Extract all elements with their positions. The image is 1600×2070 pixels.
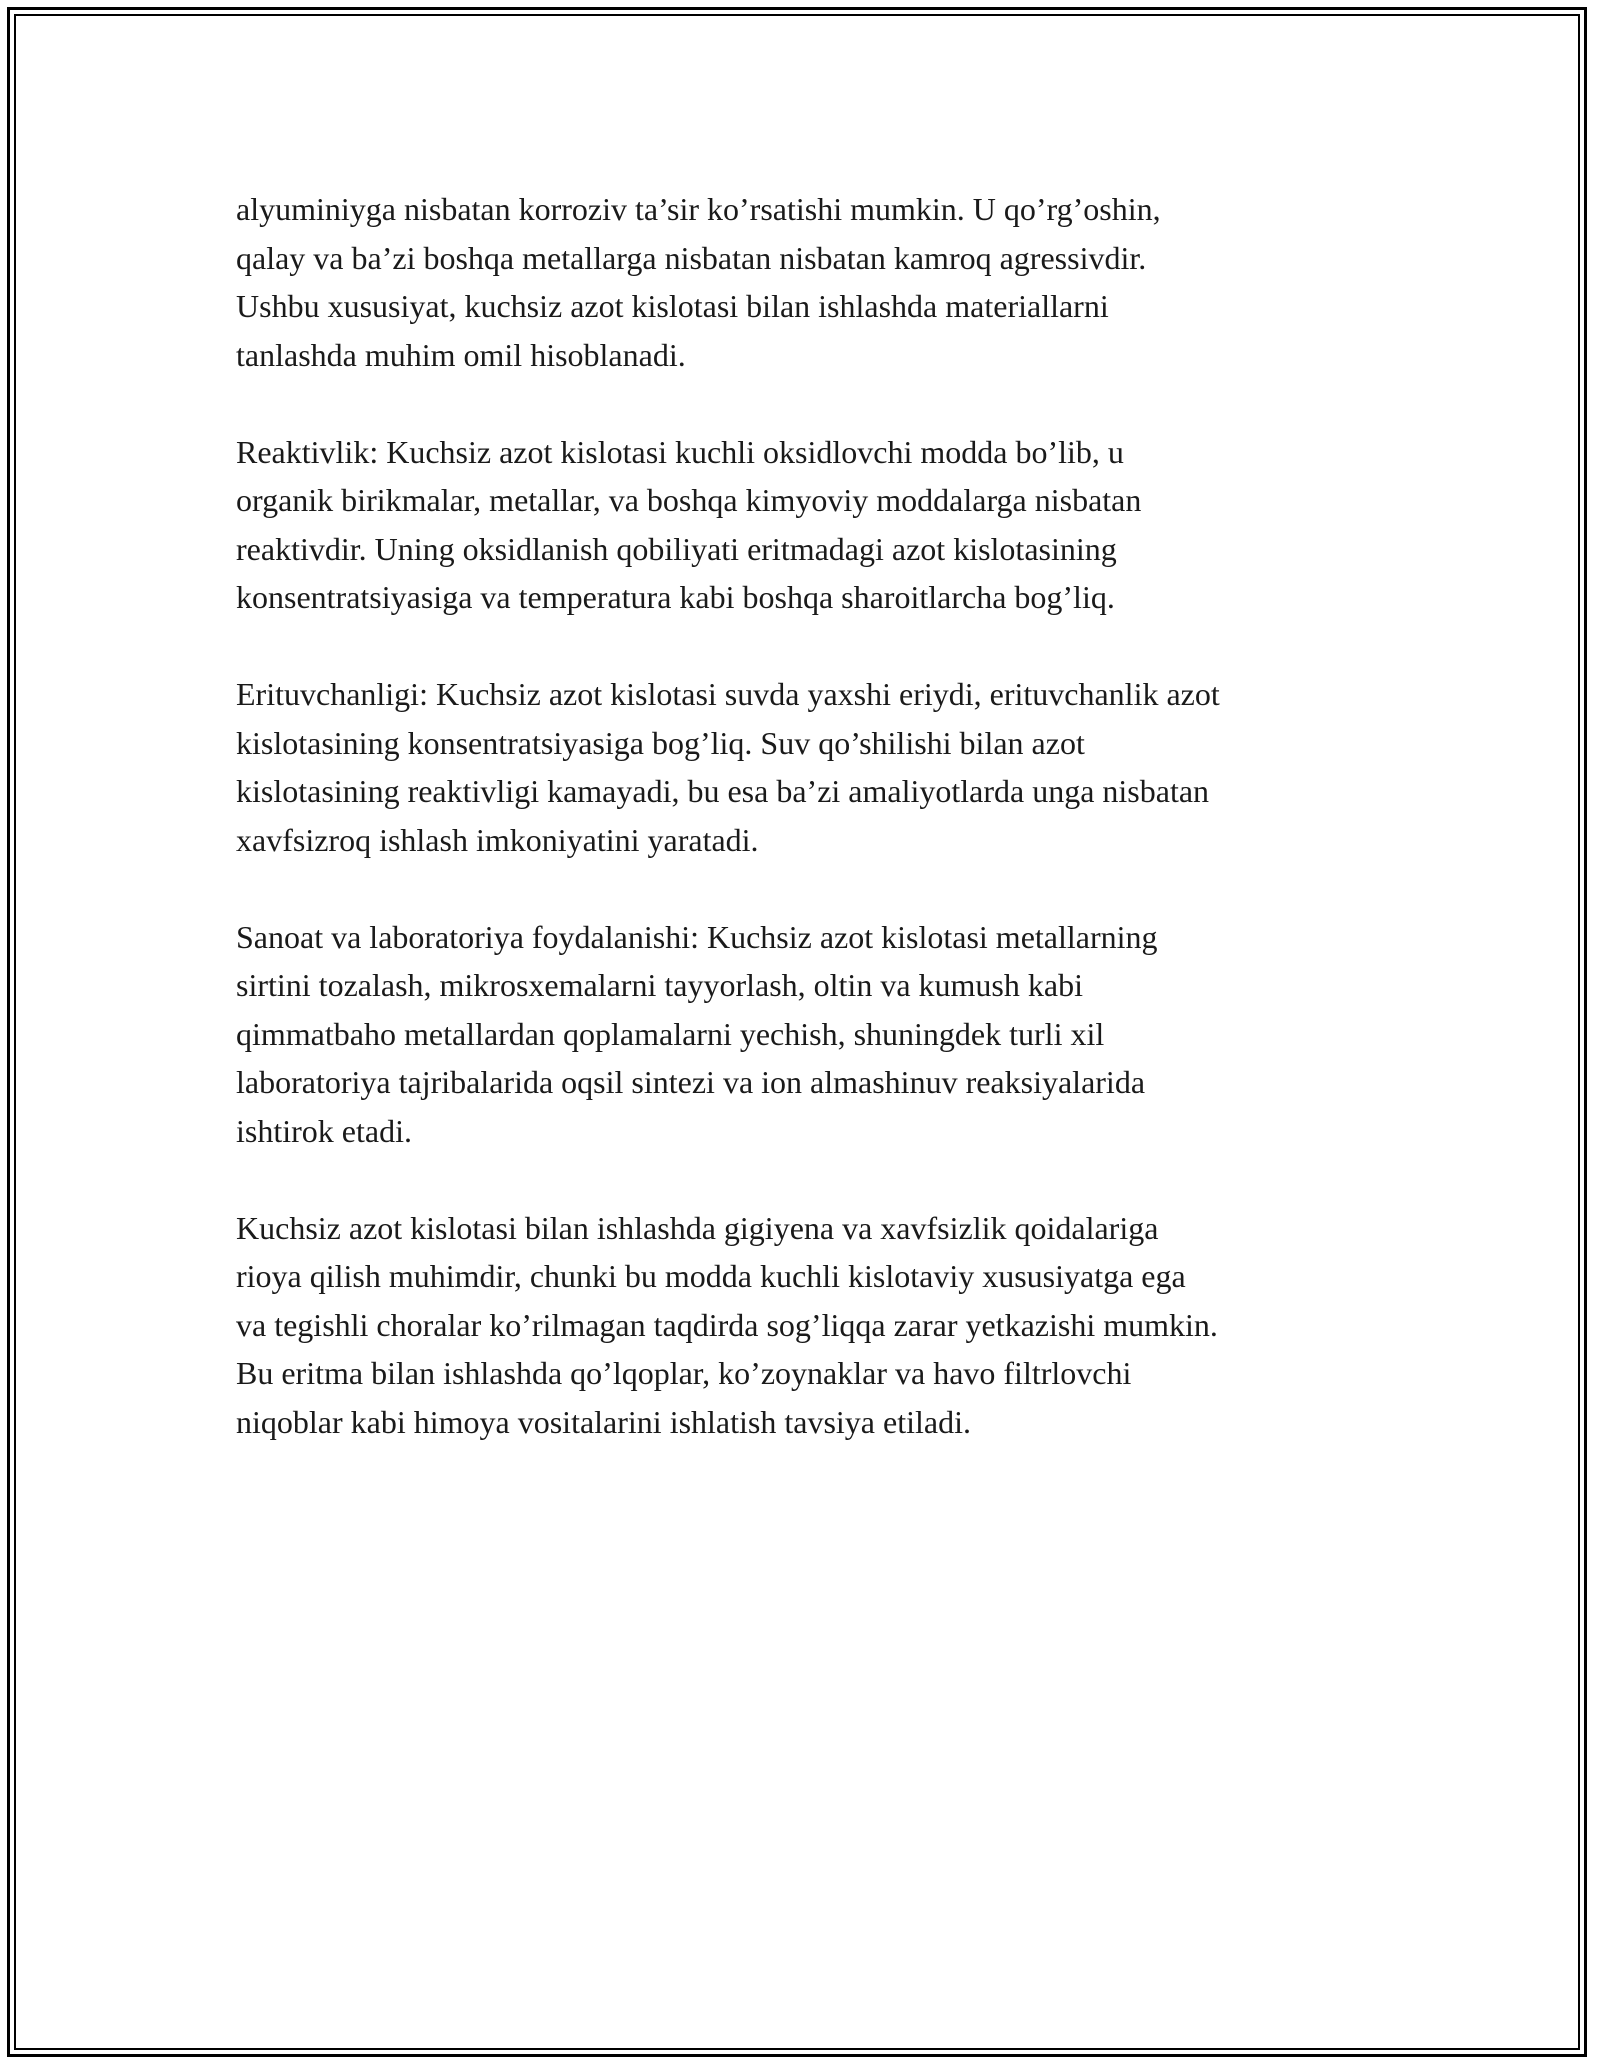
document-body <box>236 185 1396 1495</box>
paragraph-solubility: Erituvchanligi: Kuchsiz azot kislotasi suvda yaxshi eriydi, erituvchanlik azot kislotasining konsentratsiyasiga bog’liq. Suv qo’shilishi bilan azot kislotasining reaktivligi kamayadi, bu esa ba’zi amaliyotlarda unga nisbatan xavfsizroq ishlash imkoniyatini yaratadi. <box>236 676 1220 858</box>
paragraph-reactivity: Reaktivlik: Kuchsiz azot kislotasi kuchli oksidlovchi modda bo’lib, u organik birikmalar, metallar, va boshqa kimyoviy moddalarga nisbatan reaktivdir. Uning oksidlanish qobiliyati eritmadagi azot kislotasining konsentratsiyasiga va temperatura kabi boshqa sharoitlarcha bog’liq. <box>236 433 1142 615</box>
paragraph-corrosion: alyuminiyga nisbatan korroziv ta’sir ko’rsatishi mumkin. U qo’rg’oshin, qalay va ba’zi boshqa metallarga nisbatan nisbatan kamroq agressivdir. Ushbu xususiyat, kuchsiz azot kislotasi bilan ishlashda materiallarni tanlashda muhim omil hisoblanadi. <box>236 191 1161 373</box>
paragraph-industrial-use: Sanoat va laboratoriya foydalanishi: Kuchsiz azot kislotasi metallarning sirtini tozalash, mikrosxemalarni tayyorlash, oltin va kumush kabi qimmatbaho metallardan qoplamalarni yechish, shuningdek turli xil laboratoriya tajribalarida oqsil sintezi va ion almashinuv reaksiyalarida ishtirok etadi. <box>236 918 1158 1149</box>
paragraph-safety: Kuchsiz azot kislotasi bilan ishlashda gigiyena va xavfsizlik qoidalariga rioya qilish muhimdir, chunki bu modda kuchli kislotaviy xususiyatga ega va tegishli choralar ko’rilmagan taqdirda sog’liqqa zarar yetkazishi mumkin. Bu eritma bilan ishlashda qo’lqoplar, ko’zoynaklar va havo filtrlovchi niqoblar kabi himoya vositalarini ishlatish tavsiya etiladi. <box>236 1209 1218 1440</box>
